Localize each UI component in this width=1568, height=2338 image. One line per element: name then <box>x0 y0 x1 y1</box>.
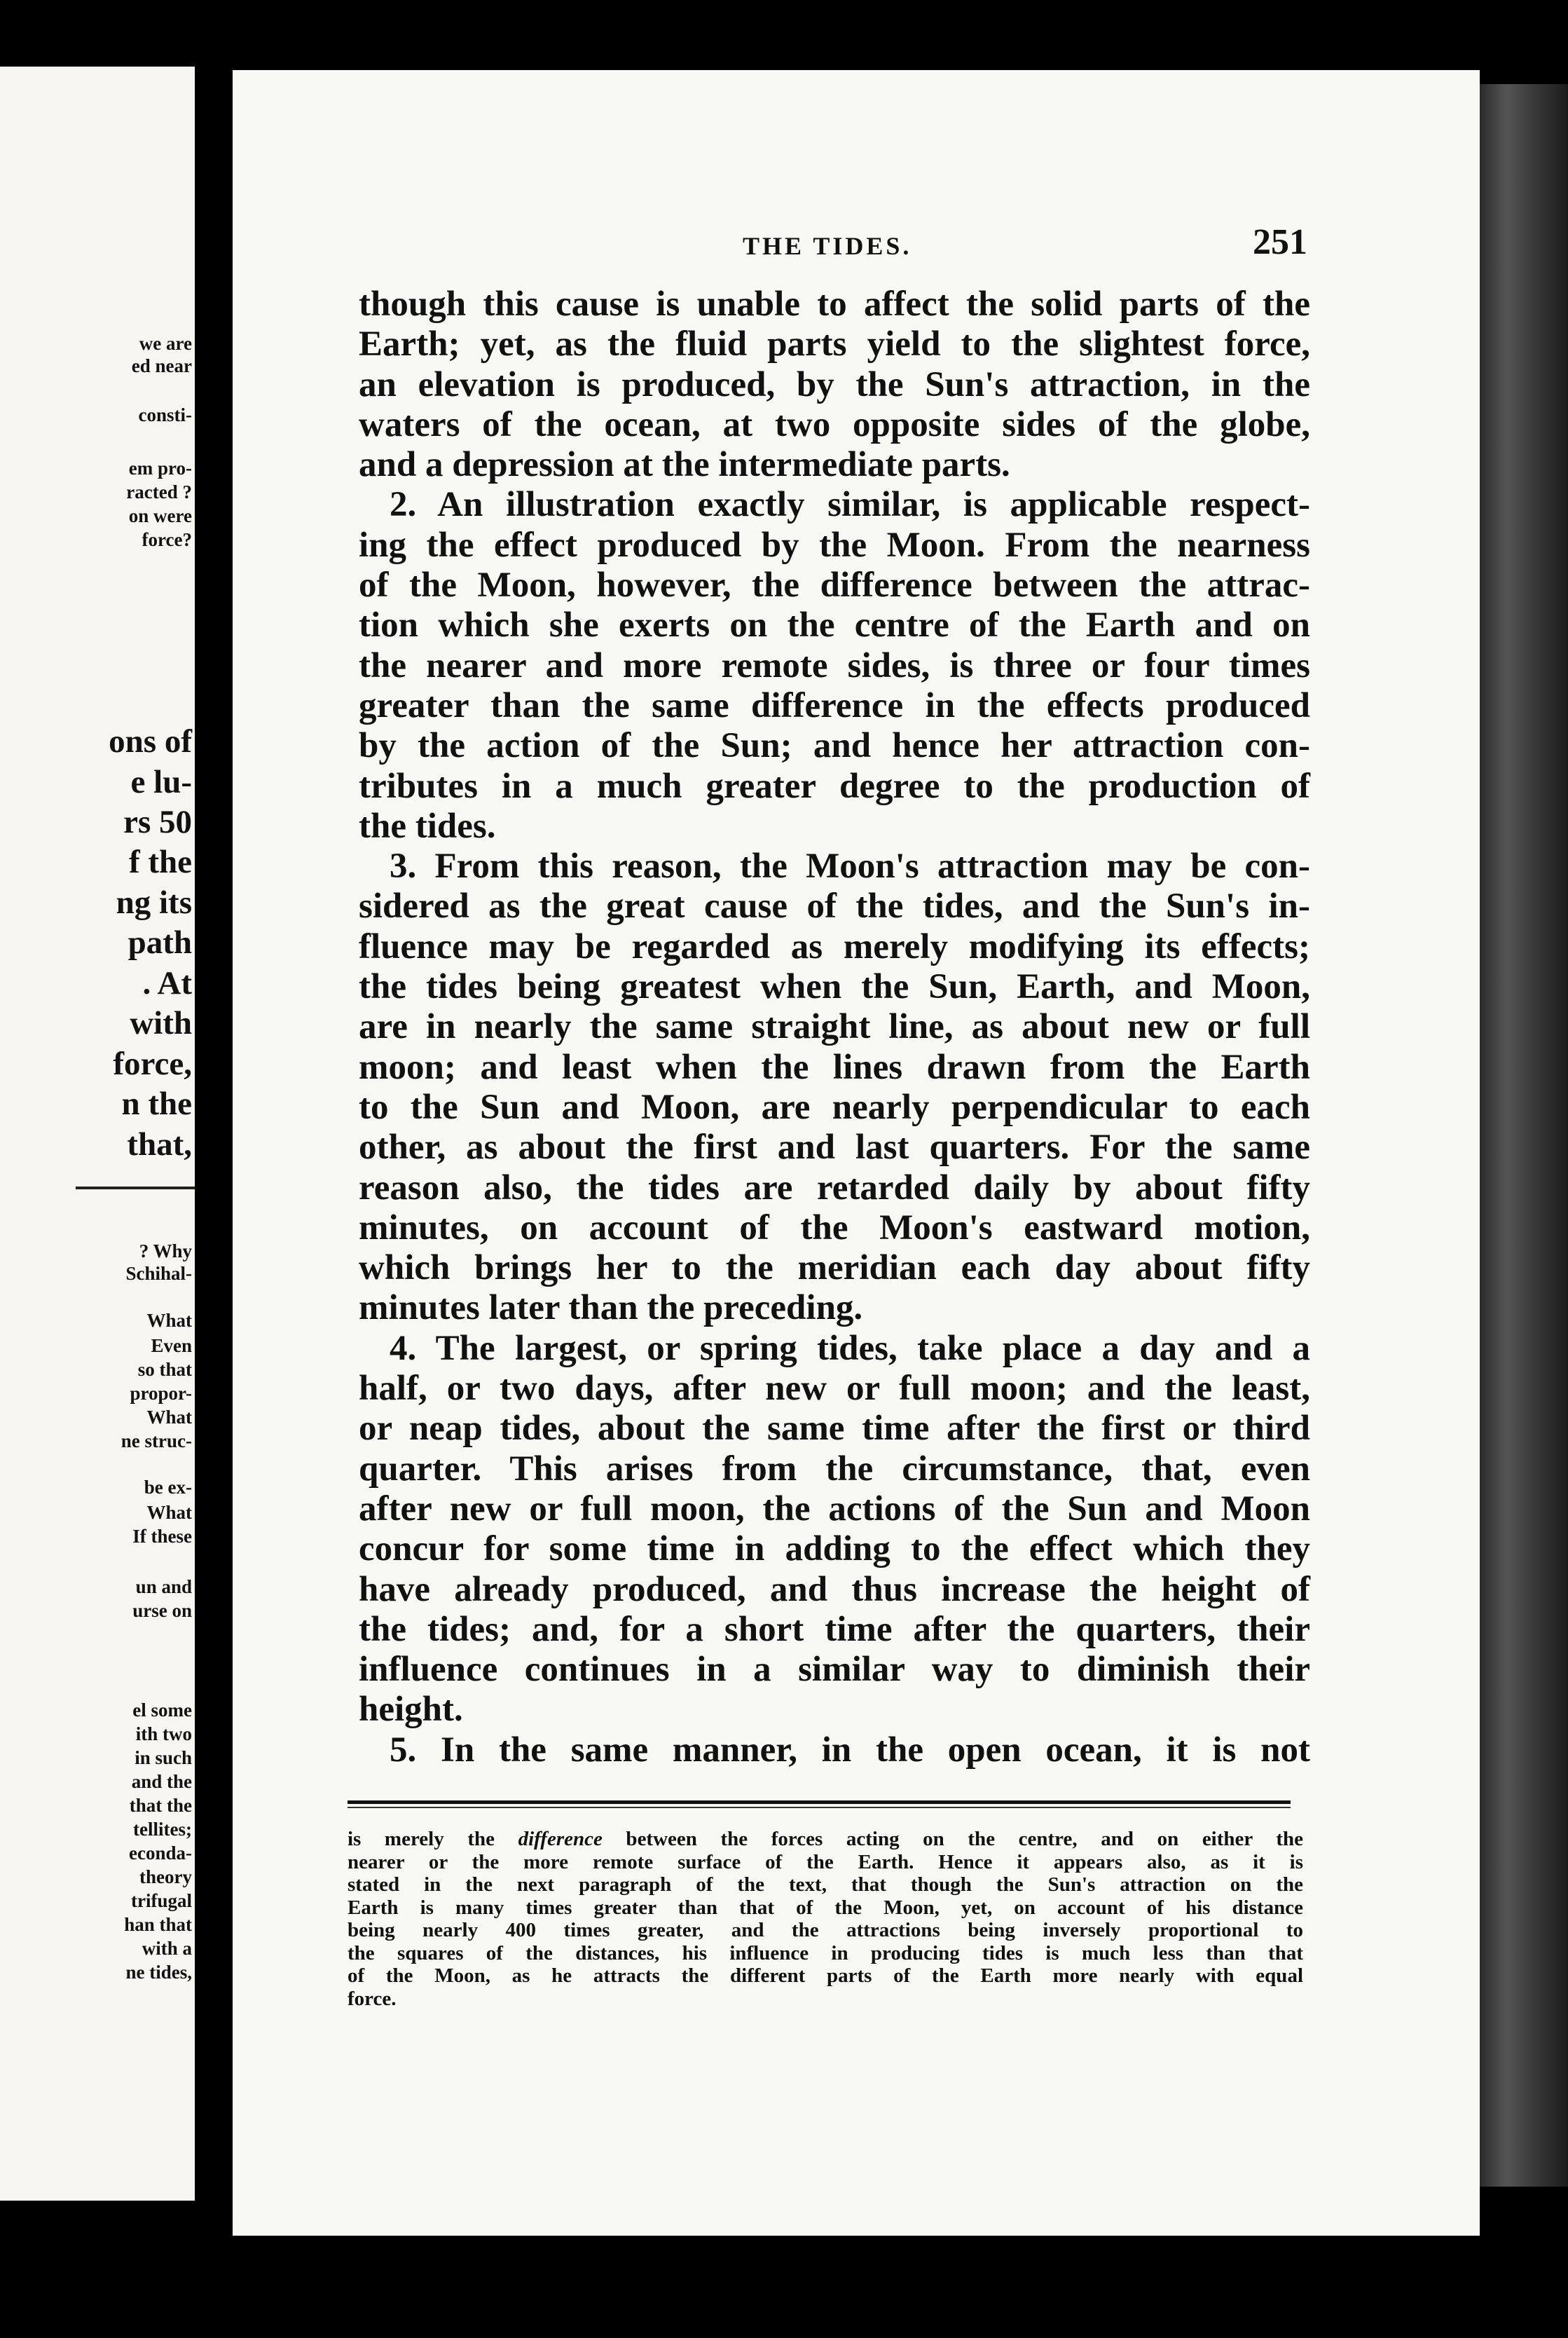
body-line: concur for some time in adding to the effect which they <box>359 1529 1310 1569</box>
facing-page-line: el some <box>132 1700 192 1721</box>
facing-page-line: rs 50 <box>123 804 192 840</box>
body-line: by the action of the Sun; and hence her attraction con- <box>359 726 1310 766</box>
body-line: to the Sun and Moon, are nearly perpendicular to each <box>359 1087 1310 1127</box>
facing-page-line: consti- <box>138 404 192 425</box>
body-text <box>359 285 1310 1770</box>
body-line: half, or two days, after new or full moon; and the least, <box>359 1369 1310 1409</box>
body-line: of the Moon, however, the difference between the attrac- <box>359 566 1310 606</box>
facing-page-line: Even <box>151 1335 192 1356</box>
facing-page-line: ne struc- <box>121 1430 192 1451</box>
body-line: are in nearly the same straight line, as about new or full <box>359 1007 1310 1047</box>
facing-page-line: that the <box>129 1795 192 1816</box>
footnote-line: nearer or the more remote surface of the Earth. Hence it appears also, as it is <box>348 1850 1303 1873</box>
body-line: minutes later than the preceding. <box>359 1288 863 1328</box>
body-line: tion which she exerts on the centre of the Earth and on <box>359 606 1310 645</box>
footnote-rule <box>348 1800 1291 1804</box>
facing-page-line: e lu- <box>130 764 192 800</box>
body-line: ing the effect produced by the Moon. From the nearness <box>359 525 1310 565</box>
body-line: minutes, on account of the Moon's eastward motion, <box>359 1208 1310 1247</box>
body-line: fluence may be regarded as merely modifying its effects; <box>359 927 1310 966</box>
facing-page-line: in such <box>135 1747 192 1768</box>
footnote-line <box>348 1828 1303 1851</box>
footnote-emphasis: difference <box>518 1828 603 1850</box>
facing-page-line: that, <box>127 1126 192 1163</box>
footnote-rule-thin <box>348 1807 1291 1808</box>
page-number: 251 <box>1253 222 1307 262</box>
facing-page-line: ith two <box>135 1723 192 1744</box>
book-binding-edge <box>1480 84 1568 2187</box>
running-head: THE TIDES. <box>743 232 912 260</box>
body-line: greater than the same difference in the effects produced <box>359 685 1310 725</box>
body-line: reason also, the tides are retarded daily by about fifty <box>359 1168 1310 1208</box>
footnote-line: stated in the next paragraph of the text, that though the Sun's attraction on the <box>348 1873 1303 1896</box>
body-line: quarter. This arises from the circumstance, that, even <box>359 1449 1310 1489</box>
facing-page-line: econda- <box>129 1843 192 1864</box>
body-line: 2. An illustration exactly similar, is applicable respect- <box>390 485 1310 525</box>
facing-page-line: and the <box>131 1771 192 1792</box>
body-line: tributes in a much greater degree to the production of <box>359 766 1310 806</box>
body-line: the tides being greatest when the Sun, Earth, and Moon, <box>359 967 1310 1007</box>
footnote-text: between the forces acting on the centre, and on either the <box>602 1828 1303 1850</box>
facing-page-line: If these <box>132 1526 192 1547</box>
body-line: an elevation is produced, by the Sun's attraction, in the <box>359 364 1310 404</box>
body-line: which brings her to the meridian each day about fifty <box>359 1248 1310 1288</box>
footnote-line: Earth is many times greater than that of the Moon, yet, on account of his distance <box>348 1896 1303 1919</box>
facing-page-line: racted ? <box>126 481 192 503</box>
facing-page-line: f the <box>128 844 192 880</box>
body-line: the nearer and more remote sides, is three or four times <box>359 645 1310 685</box>
facing-page-fragment <box>0 67 195 2201</box>
facing-page-line: ne tides, <box>125 1962 192 1983</box>
facing-page-line: propor- <box>130 1383 192 1404</box>
facing-page-line: on were <box>128 505 192 526</box>
footnote-line: force. <box>348 1987 397 2010</box>
footnote <box>348 1828 1303 2010</box>
body-line: have already produced, and thus increase the height of <box>359 1569 1310 1609</box>
body-line: 5. In the same manner, in the open ocean, it is not <box>390 1730 1310 1770</box>
body-line: the tides; and, for a short time after the quarters, their <box>359 1609 1310 1649</box>
body-line: influence continues in a similar way to diminish their <box>359 1650 1310 1690</box>
body-line: moon; and least when the lines drawn from the Earth <box>359 1047 1310 1087</box>
footnote-line: of the Moon, as he attracts the different parts of the Earth more nearly with equal <box>348 1964 1303 1987</box>
facing-page-line: han that <box>124 1914 192 1935</box>
facing-page-line: trifugal <box>131 1890 192 1911</box>
facing-page-line: n the <box>121 1086 192 1122</box>
facing-page-line: em pro- <box>128 458 192 479</box>
facing-page-line: so that <box>137 1359 192 1380</box>
body-line: sidered as the great cause of the tides, and the Sun's in- <box>359 887 1310 927</box>
facing-page-line: Schihal- <box>125 1263 192 1284</box>
body-line: 3. From this reason, the Moon's attraction may be con- <box>390 847 1310 887</box>
body-line: though this cause is unable to affect the solid parts of the <box>359 285 1310 324</box>
body-line: and a depression at the intermediate parts. <box>359 445 1010 485</box>
footnote-line: being nearly 400 times greater, and the attractions being inversely proportional to <box>348 1919 1303 1941</box>
facing-page-line: What <box>146 1310 192 1331</box>
facing-page-line: with <box>130 1005 192 1041</box>
facing-page-line: ed near <box>131 355 192 376</box>
facing-page-line: What <box>146 1502 192 1523</box>
footnote-line: the squares of the distances, his influence in producing tides is much less than that <box>348 1941 1303 1964</box>
body-line: after new or full moon, the actions of the Sun and Moon <box>359 1489 1310 1529</box>
facing-page-line: ons of <box>109 723 192 760</box>
facing-page-line: theory <box>139 1866 192 1887</box>
facing-page-line: path <box>128 924 192 961</box>
facing-page-line: force? <box>142 529 192 550</box>
body-line: height. <box>359 1690 463 1730</box>
body-line: other, as about the first and last quarters. For the same <box>359 1128 1310 1168</box>
facing-page-line: . At <box>142 965 192 1001</box>
footnote-text: is merely the <box>348 1828 518 1850</box>
facing-page-line: urse on <box>132 1600 192 1621</box>
facing-page-line: with a <box>142 1938 192 1959</box>
facing-page-line: ? Why <box>139 1240 192 1262</box>
body-line: waters of the ocean, at two opposite sides of the globe, <box>359 404 1310 444</box>
body-line: Earth; yet, as the fluid parts yield to the slightest force, <box>359 324 1310 364</box>
facing-page-line: un and <box>135 1576 192 1597</box>
facing-page-line: we are <box>139 333 192 354</box>
facing-page-line: force, <box>113 1046 192 1082</box>
facing-page-line: What <box>146 1407 192 1428</box>
facing-page-line: tellites; <box>133 1819 192 1840</box>
body-line: the tides. <box>359 806 496 846</box>
facing-page-line: be ex- <box>144 1477 192 1498</box>
body-line: 4. The largest, or spring tides, take place a day and a <box>390 1328 1310 1368</box>
body-line: or neap tides, about the same time after the first or third <box>359 1409 1310 1449</box>
facing-page-line: ng its <box>116 884 192 921</box>
facing-page-rule <box>76 1187 195 1189</box>
